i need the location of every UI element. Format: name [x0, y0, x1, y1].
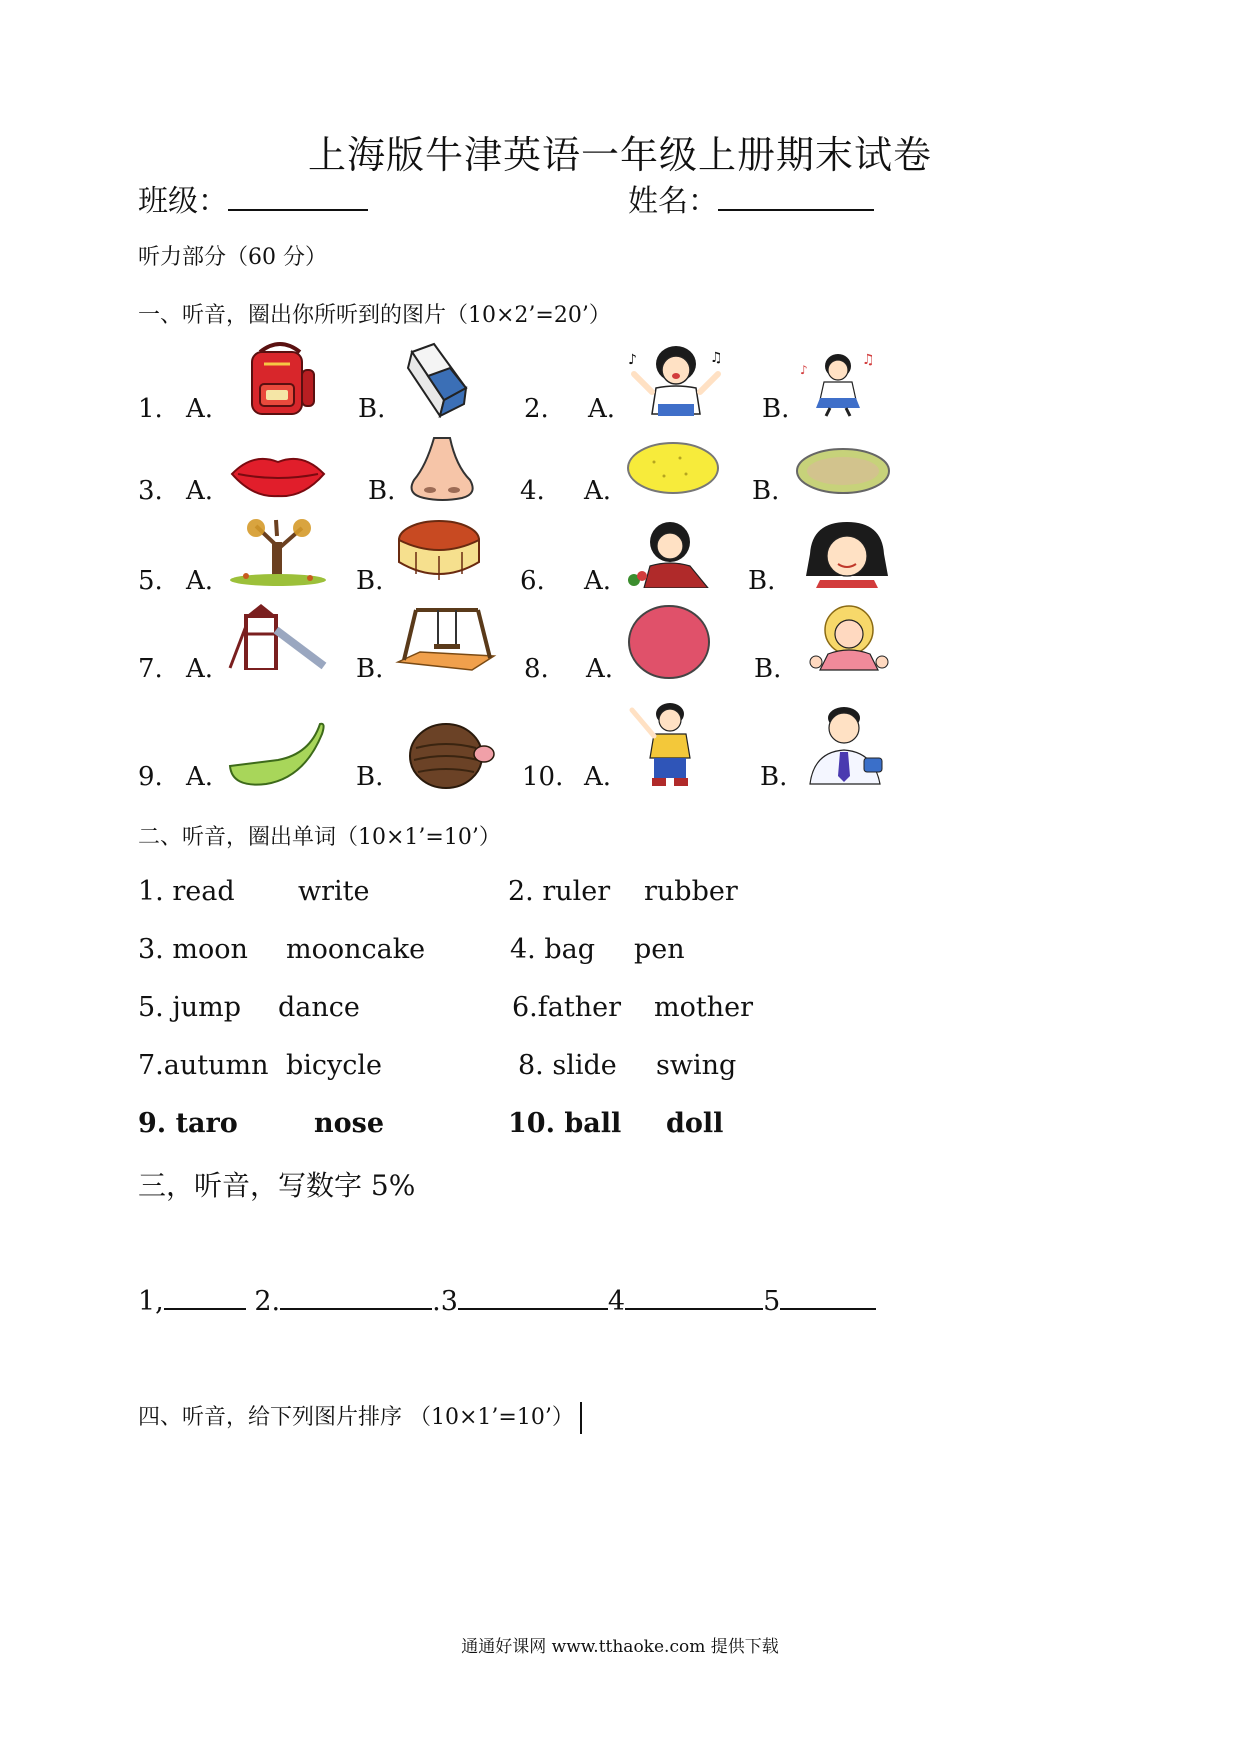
- q3-number: 3.: [138, 476, 163, 506]
- number-blanks: [138, 1282, 876, 1317]
- listening-heading: 听力部分（60 分）: [138, 245, 327, 270]
- word-item[interactable]: 1. read: [138, 876, 235, 907]
- q5-option-b[interactable]: B.: [356, 566, 384, 596]
- class-blank[interactable]: [228, 183, 368, 211]
- q7-option-a[interactable]: A.: [186, 654, 214, 684]
- melon-picture[interactable]: [794, 446, 892, 496]
- girl-face-picture[interactable]: [800, 520, 894, 588]
- q4-option-a[interactable]: A.: [584, 476, 612, 506]
- word-item[interactable]: nose: [314, 1108, 385, 1139]
- autumn-tree-picture[interactable]: [226, 516, 330, 586]
- word-item[interactable]: dance: [278, 992, 360, 1023]
- number-blank-5[interactable]: [780, 1282, 876, 1310]
- class-field: [138, 176, 368, 220]
- q1-option-a[interactable]: A.: [186, 394, 214, 424]
- slide-picture[interactable]: [226, 604, 328, 670]
- word-item[interactable]: 8. slide: [518, 1050, 617, 1081]
- q6-number: 6.: [520, 566, 545, 596]
- q5-number: 5.: [138, 566, 163, 596]
- word-item[interactable]: swing: [656, 1050, 737, 1081]
- rubber-picture[interactable]: [404, 342, 470, 418]
- q1-option-b[interactable]: B.: [358, 394, 386, 424]
- mouth-picture[interactable]: [228, 448, 328, 502]
- q7-option-b[interactable]: B.: [356, 654, 384, 684]
- word-item[interactable]: 2. ruler: [508, 876, 611, 907]
- q4-option-b[interactable]: B.: [752, 476, 780, 506]
- q9-option-a[interactable]: A.: [186, 762, 214, 792]
- svg-text:♫: ♫: [862, 352, 875, 368]
- word-item[interactable]: 9. taro: [138, 1108, 238, 1139]
- q6-option-a[interactable]: A.: [584, 566, 612, 596]
- blank-label-3: .3: [432, 1286, 458, 1317]
- blank-label-5: 5: [763, 1286, 781, 1317]
- lemon-picture[interactable]: [624, 440, 722, 496]
- q10-option-a[interactable]: A.: [584, 762, 612, 792]
- page-title: 上海版牛津英语一年级上册期末试卷: [307, 133, 932, 177]
- q8-option-b[interactable]: B.: [754, 654, 782, 684]
- q2-option-b[interactable]: B.: [762, 394, 790, 424]
- nose-picture[interactable]: [404, 436, 480, 502]
- bean-picture[interactable]: [226, 718, 328, 790]
- word-item[interactable]: 5. jump: [138, 992, 241, 1023]
- blank-label-4: 4: [607, 1286, 626, 1317]
- word-item[interactable]: 3. moon: [138, 934, 248, 965]
- part1-heading: 一、听音，圈出你所听到的图片（10×2’=20’）: [138, 303, 611, 328]
- q2-number: 2.: [524, 394, 549, 424]
- mother-picture[interactable]: [624, 518, 712, 588]
- part4-heading: [138, 1400, 582, 1434]
- q8-number: 8.: [524, 654, 549, 684]
- q10-number: 10.: [522, 762, 564, 792]
- blank-label-2: 2.: [254, 1286, 281, 1317]
- name-field: [628, 176, 874, 220]
- q9-option-b[interactable]: B.: [356, 762, 384, 792]
- q10-option-b[interactable]: B.: [760, 762, 788, 792]
- number-blank-3[interactable]: [458, 1282, 608, 1310]
- part2-heading: 二、听音，圈出单词（10×1’=10’）: [138, 825, 501, 850]
- q2-option-a[interactable]: A.: [588, 394, 616, 424]
- father-picture[interactable]: [800, 704, 892, 786]
- number-blank-1[interactable]: [164, 1282, 246, 1310]
- word-item[interactable]: mother: [654, 992, 753, 1023]
- word-item[interactable]: 10. ball: [508, 1108, 622, 1139]
- svg-text:♫: ♫: [710, 350, 723, 366]
- q1-number: 1.: [138, 394, 163, 424]
- mooncake-picture[interactable]: [396, 518, 482, 586]
- number-blank-2[interactable]: [280, 1282, 432, 1310]
- q3-option-b[interactable]: B.: [368, 476, 396, 506]
- girl-singing-picture[interactable]: [624, 344, 728, 418]
- number-blank-4[interactable]: [625, 1282, 763, 1310]
- q9-number: 9.: [138, 762, 163, 792]
- blank-label-1: 1,: [138, 1286, 164, 1317]
- name-label: 姓名：: [628, 184, 718, 219]
- ball-picture[interactable]: [626, 604, 712, 680]
- word-item[interactable]: 6.father: [512, 992, 621, 1023]
- part4-heading-text: 四、听音，给下列图片排序 （10×1’=10’）: [138, 1405, 574, 1430]
- word-item[interactable]: pen: [634, 934, 685, 965]
- q7-number: 7.: [138, 654, 163, 684]
- q5-option-a[interactable]: A.: [186, 566, 214, 596]
- swing-picture[interactable]: [394, 604, 498, 672]
- q3-option-a[interactable]: A.: [186, 476, 214, 506]
- svg-text:♪: ♪: [628, 352, 637, 368]
- doll-picture[interactable]: [808, 604, 890, 674]
- boy-picture[interactable]: [624, 700, 708, 788]
- word-item[interactable]: 7.autumn: [138, 1050, 269, 1081]
- text-cursor: [580, 1402, 582, 1434]
- svg-text:♪: ♪: [800, 363, 808, 377]
- word-item[interactable]: 4. bag: [510, 934, 596, 965]
- q6-option-b[interactable]: B.: [748, 566, 776, 596]
- word-item[interactable]: write: [298, 876, 370, 907]
- word-item[interactable]: rubber: [644, 876, 738, 907]
- taro-picture[interactable]: [406, 714, 496, 794]
- name-blank[interactable]: [718, 183, 874, 211]
- word-item[interactable]: mooncake: [286, 934, 426, 965]
- schoolbag-picture[interactable]: [240, 340, 320, 420]
- footer: 通通好课网 www.tthaoke.com 提供下载: [461, 1637, 779, 1657]
- class-label: 班级：: [138, 184, 228, 219]
- word-item[interactable]: bicycle: [286, 1050, 383, 1081]
- girl-dancing-picture[interactable]: [798, 348, 888, 418]
- q4-number: 4.: [520, 476, 545, 506]
- word-item[interactable]: doll: [666, 1108, 724, 1139]
- part3-heading: 三，听音，写数字 5%: [138, 1169, 416, 1202]
- q8-option-a[interactable]: A.: [586, 654, 614, 684]
